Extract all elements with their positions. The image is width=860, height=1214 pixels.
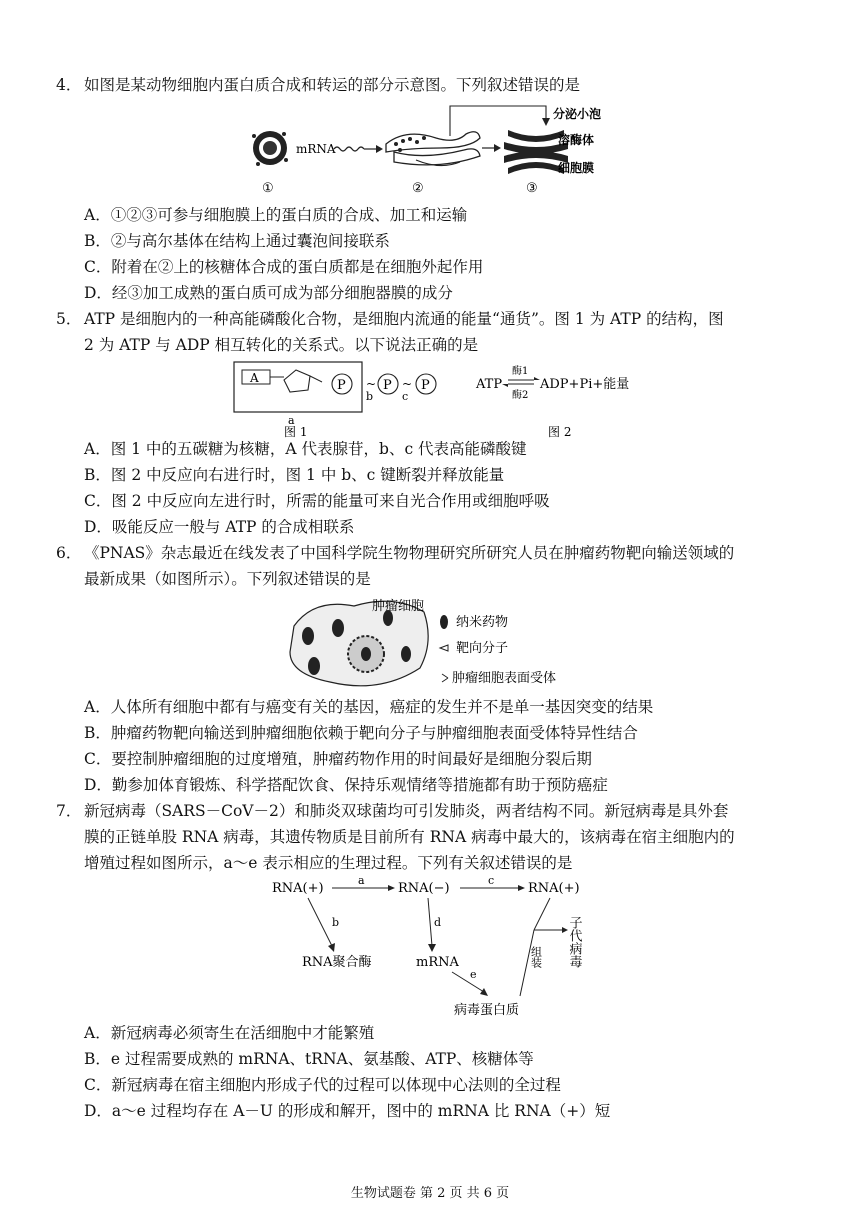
fig4-lysosome-label: 溶酶体 [558, 133, 595, 147]
svg-text:P: P [383, 378, 392, 393]
virus-replication-figure [268, 876, 608, 1020]
tumor-targeting-figure [284, 596, 614, 690]
svg-text:a: a [288, 414, 295, 427]
q7-option-a: A．新冠病毒必须寄生在活细胞中才能繁殖 [84, 1024, 375, 1042]
q4-option-b: B．②与高尔基体在结构上通过囊泡间接联系 [84, 232, 390, 250]
question-4-stem: 4． 如图是某动物细胞内蛋白质合成和转运的部分示意图。下列叙述错误的是 [56, 76, 581, 94]
fig4-membrane-label: 细胞膜 [558, 161, 595, 175]
svg-text:ATP: ATP [476, 377, 503, 392]
fig7-rna-neg: RNA(−) [398, 881, 450, 896]
atp-structure-figure [230, 358, 650, 438]
page-footer: 生物试题卷 第 2 页 共 6 页 [350, 1186, 510, 1201]
svg-text:a: a [358, 876, 365, 887]
q6-option-d: D．勤参加体育锻炼、科学搭配饮食、保持乐观情绪等措施都有助于预防癌症 [84, 776, 608, 794]
fig7-rna-pos-2: RNA(+) [528, 881, 580, 896]
q6-option-c: C．要控制肿瘤细胞的过度增殖，肿瘤药物作用的时间最好是细胞分裂后期 [84, 750, 592, 768]
fig7-rna-pos: RNA(+) [272, 881, 324, 896]
svg-text:c: c [402, 390, 409, 403]
svg-text:e: e [470, 968, 477, 981]
q5-option-b: B．图 2 中反应向右进行时，图 1 中 b、c 键断裂并释放能量 [84, 466, 505, 484]
fig4-mrna-label: mRNA [296, 142, 336, 156]
svg-text:肿瘤细胞表面受体: 肿瘤细胞表面受体 [452, 671, 557, 686]
fig4-label-1: ① [262, 181, 274, 196]
fig1-caption: 图 1 [284, 425, 308, 438]
svg-text:~: ~ [366, 377, 377, 391]
svg-text:P: P [337, 378, 346, 393]
q7-option-b: B．e 过程需要成熟的 mRNA、tRNA、氨基酸、ATP、核糖体等 [84, 1050, 534, 1068]
q4-option-a: A．①②③可参与细胞膜上的蛋白质的合成、加工和运输 [84, 206, 468, 224]
svg-text:b: b [332, 916, 340, 929]
protein-transport-figure [248, 100, 618, 198]
svg-text:ADP+Pi+能量: ADP+Pi+能量 [540, 377, 630, 392]
q6-option-b: B．肿瘤药物靶向输送到肿瘤细胞依赖于靶向分子与肿瘤细胞表面受体特异性结合 [84, 724, 638, 742]
q5-option-c: C．图 2 中反应向左进行时，所需的能量可来自光合作用或细胞呼吸 [84, 492, 550, 510]
fig4-label-3: ③ [526, 181, 538, 196]
svg-text:A: A [250, 371, 259, 385]
fig7-progeny: 子代病毒 [566, 916, 582, 968]
svg-text:b: b [366, 390, 374, 403]
fig7-protein: 病毒蛋白质 [454, 1003, 520, 1018]
fig4-vesicle-label: 分泌小泡 [553, 107, 602, 121]
q7-option-c: C．新冠病毒在宿主细胞内形成子代的过程可以体现中心法则的全过程 [84, 1076, 561, 1094]
svg-text:纳米药物: 纳米药物 [456, 615, 509, 630]
svg-text:酶2: 酶2 [512, 390, 529, 401]
q7-option-d: D．a～e 过程均存在 A－U 的形成和解开，图中的 mRNA 比 RNA（+）短 [84, 1102, 611, 1120]
svg-text:酶1: 酶1 [512, 366, 529, 377]
svg-text:c: c [488, 876, 495, 887]
fig2-caption: 图 2 [548, 425, 572, 438]
fig7-polymerase: RNA聚合酶 [302, 955, 372, 970]
svg-text:P: P [421, 378, 430, 393]
q5-option-a: A．图 1 中的五碳糖为核糖，A 代表腺苷，b、c 代表高能磷酸键 [84, 440, 527, 458]
fig7-assemble: 组装 [529, 946, 543, 968]
question-5-stem: 5． ATP 是细胞内的一种高能磷酸化合物，是细胞内流通的能量“通货”。图 1 为 ATP 的结构，图 2 为 ATP 与 ADP 相互转化的关系式。以下说法正确的是 [56, 310, 724, 354]
question-7-stem: 7． 新冠病毒（SARS－CoV－2）和肺炎双球菌均可引发肺炎，两者结构不同。新冠病毒是具外套 膜的正链单股 RNA 病毒，其遗传物质是目前所有 RNA 病毒中最大的，该病毒在宿主细胞内的 增殖过程如图所示，a～e 表示相应的生理过程。下列有关叙述错误的是 [56, 802, 735, 872]
q4-option-c: C．附着在②上的核糖体合成的蛋白质都是在细胞外起作用 [84, 258, 484, 276]
svg-text:d: d [434, 916, 442, 929]
question-6-stem: 6． 《PNAS》杂志最近在线发表了中国科学院生物物理研究所研究人员在肿瘤药物靶向输送领域的 最新成果（如图所示）。下列叙述错误的是 [56, 544, 735, 588]
fig4-label-2: ② [412, 181, 424, 196]
fig7-mrna: mRNA [416, 955, 459, 970]
svg-text:靶向分子: 靶向分子 [456, 641, 509, 656]
q4-option-d: D．经③加工成熟的蛋白质可成为部分细胞器膜的成分 [84, 284, 453, 302]
svg-text:~: ~ [402, 377, 413, 391]
q5-option-d: D．吸能反应一般与 ATP 的合成相联系 [84, 518, 355, 536]
svg-text:肿瘤细胞: 肿瘤细胞 [372, 599, 425, 614]
q6-option-a: A．人体所有细胞中都有与癌变有关的基因，癌症的发生并不是单一基因突变的结果 [84, 698, 654, 716]
